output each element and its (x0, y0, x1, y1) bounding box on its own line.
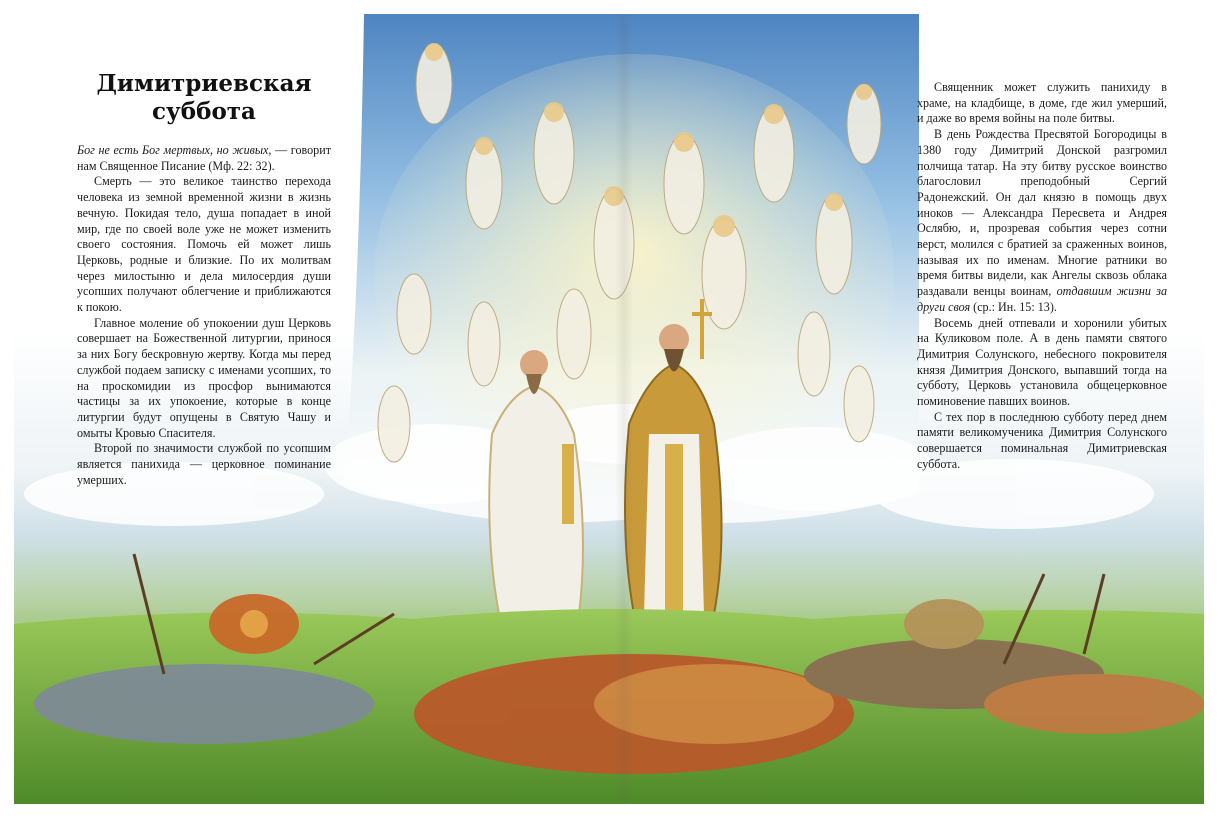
paragraph: Смерть — это великое таинство перехода человека из земной временной жизни в жизнь вечную. Покидая тело, душа попадает в иной мир, где по своей воле уже не может изменить своего состояния. Помочь ей может лишь Церковь, родные и близкие. По их молитвам через милостыню и дела милосердия души усопших получают облегчение и приближаются к покою. (77, 174, 331, 315)
paragraph: В день Рождества Пресвятой Богородицы в 1380 году Димитрий Донской разгромил полчища татар. На эту битву русское воинство благословил преподобный Сергий Радонежский. Он дал князю в помощь двух иноков — Александра Пересвета и Андрея Ослябю, и, прозревая события через сотни верст, молился с братией за сраженных воинов, называя их по именам. Многие ратники во время битвы видели, как Ангелы сквозь облака раздавали венцы воинам, отдавшим жизни за други своя (ср.: Ин. 15: 13). (917, 127, 1167, 314)
book-spread (14, 14, 1204, 804)
paragraph: С тех пор в последнюю субботу перед днем памяти великомученика Димитрия Солунского совершается поминальная Димитриевская суббота. (917, 409, 1167, 471)
left-text-column (77, 143, 331, 488)
paragraph: Главное моление об упокоении душ Церковь совершает на Божественной литургии, принося за них Богу бескровную жертву. Когда мы перед службой подаем записку с именами усопших, то на проскомидии из просфор вынимаются частицы за их упокоение, которые в конце литургии будут опущены в Святую Чашу и омыты Кровью Спасителя. (77, 315, 331, 440)
scripture-quote: отдавшим жизни за други своя (917, 284, 1167, 314)
page-title: Димитриевская суббота (96, 70, 312, 125)
paragraph: Восемь дней отпевали и хоронили убитых на Куликовом поле. А в день памяти святого Димитрия Солунского, небесного покровителя князя Димитрия Донского, выпавший тогда на субботу, Церковь установила общецерковное поминовение павших воинов. (917, 315, 1167, 409)
scripture-quote: Бог не есть Бог мертвых, но живых, (77, 143, 272, 157)
paragraph: Второй по значимости службой по усопшим является панихида — церковное поминание умерших. (77, 441, 331, 487)
paragraph: Священник может служить панихиду в храме, на кладбище, в доме, где жил умерший, и даже во время войны на поле битвы. (917, 80, 1167, 126)
book-gutter (615, 14, 633, 804)
paragraph: Бог не есть Бог мертвых, но живых, — говорит нам Священное Писание (Мф. 22: 32). (77, 143, 331, 173)
right-text-column (917, 80, 1167, 473)
